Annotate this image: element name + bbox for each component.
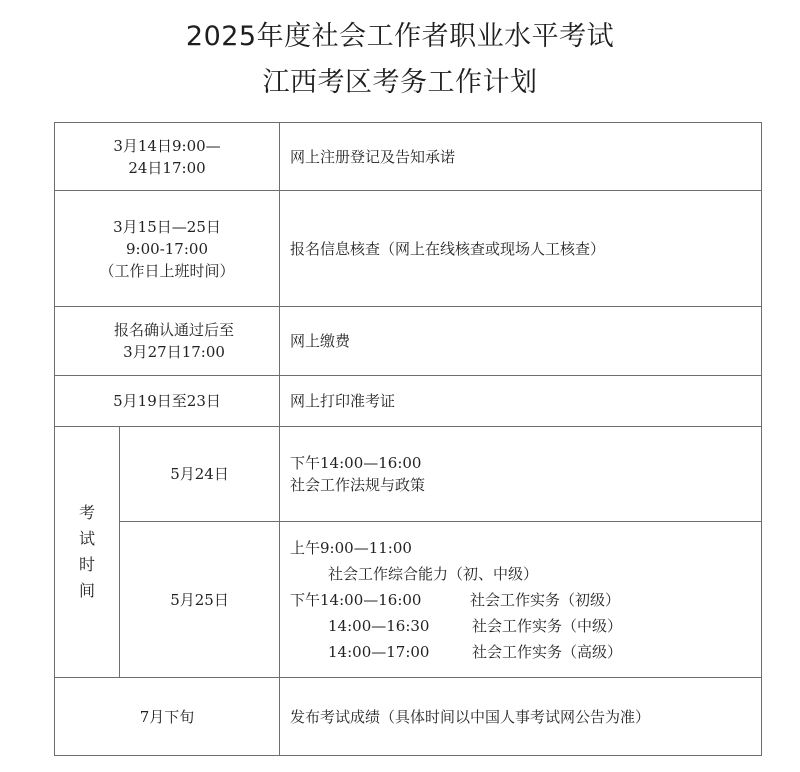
time-cell: 报名确认通过后至 3月27日17:00: [55, 307, 280, 376]
item-cell: 网上注册登记及告知承诺: [280, 123, 762, 191]
item-cell: 网上打印准考证: [280, 376, 762, 427]
time-cell: 7月下旬: [55, 678, 280, 756]
exam-date-cell: 5月25日: [120, 522, 280, 678]
item-cell: 报名信息核查（网上在线核查或现场人工核查）: [280, 191, 762, 307]
page-subtitle: 江西考区考务工作计划: [262, 67, 538, 98]
table-row: [55, 678, 762, 756]
time-cell: 3月15日—25日 9:00-17:00 （工作日上班时间）: [55, 191, 280, 307]
schedule-table: [54, 122, 762, 756]
table-row: [55, 376, 762, 427]
table-row: [55, 427, 762, 522]
exam-detail-cell: 下午14:00—16:00 社会工作法规与政策: [280, 427, 762, 522]
exam-detail-cell: 上午9:00—11:00 社会工作综合能力（初、中级） 下午14:00—16:00 社会工作实务（初级） 14:00—16:30 社会工作实务（中级） 14:00—17:00 社会工作实务（高级）: [280, 522, 762, 678]
exam-time-label: 考 试 时 间: [55, 427, 120, 678]
page-title: 2025年度社会工作者职业水平考试: [185, 21, 615, 52]
exam-date-cell: 5月24日: [120, 427, 280, 522]
time-cell: 3月14日9:00— 24日17:00: [55, 123, 280, 191]
table-row: [55, 123, 762, 191]
item-cell: 发布考试成绩（具体时间以中国人事考试网公告为准）: [280, 678, 762, 756]
table-row: [55, 191, 762, 307]
item-cell: 网上缴费: [280, 307, 762, 376]
time-cell: 5月19日至23日: [55, 376, 280, 427]
table-row: [55, 522, 762, 678]
table-row: [55, 307, 762, 376]
